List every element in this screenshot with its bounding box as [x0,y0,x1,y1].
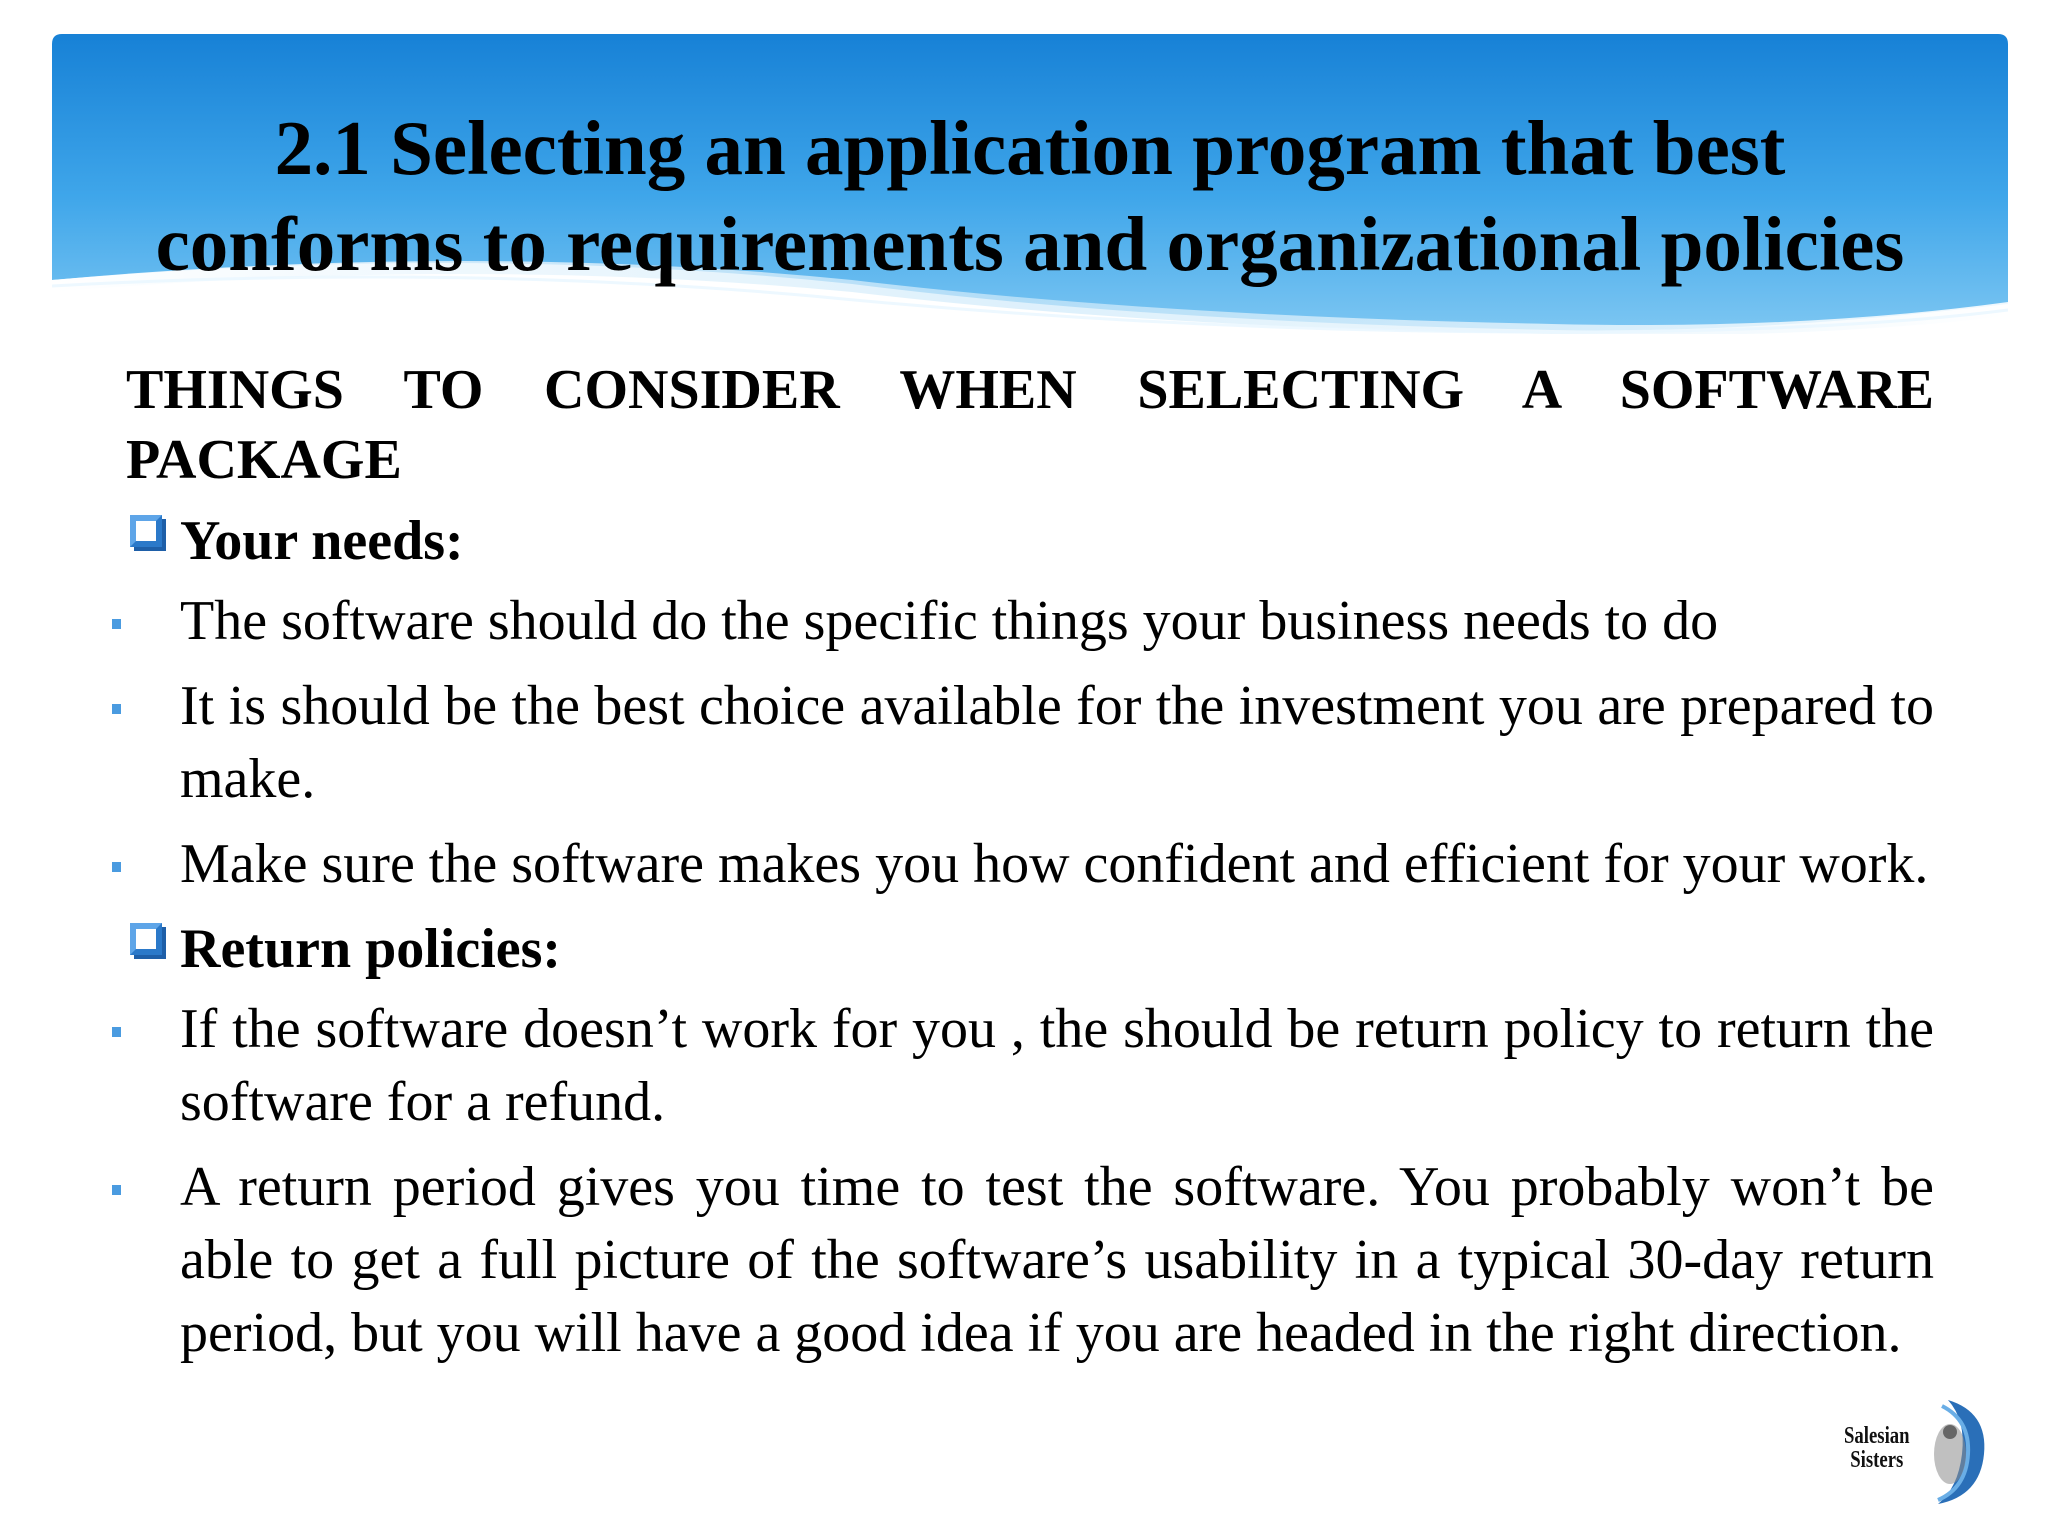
dot-bullet-icon [112,619,121,629]
bullet-item [126,585,1934,658]
bullet-text: It is should be the best choice available for the investment you are prepared to make. [180,675,1934,810]
slide-title-line-1: 2.1 Selecting an application program that best [274,105,1786,191]
bullet-text: The software should do the specific things your business needs to do [180,590,1719,652]
checkbox-bullet-icon [130,923,162,955]
bullet-text: A return period gives you time to test the software. You probably won’t be able to get a full picture of the software’s usability in a typical 30-day return period, but you will have a good idea if you are headed in the right direction. [180,1156,1934,1364]
checkbox-bullet-icon [130,515,162,547]
section-heading: THINGS TO CONSIDER WHEN SELECTING A SOFTWARE PACKAGE [126,359,1934,491]
section-label: Return policies: [180,918,562,980]
bullet-item [126,1151,1934,1370]
section-label: Your needs: [180,510,464,572]
bullet-text: Make sure the software makes you how confident and efficient for your work. [180,833,1929,895]
logo-text [1844,1424,1910,1472]
dot-bullet-icon [112,1185,121,1195]
bullet-item [126,828,1934,901]
bullet-item [126,993,1934,1139]
slide-title [52,100,2008,292]
section-your-needs [126,505,1934,577]
section-return-policies [126,913,1934,985]
dot-bullet-icon [112,1027,121,1037]
dot-bullet-icon [112,704,121,714]
dot-bullet-icon [112,862,121,872]
bullet-text: If the software doesn’t work for you , the should be return policy to return the software for a refund. [180,998,1934,1133]
logo-line-1: Salesian [1844,1423,1910,1449]
bullet-item [126,670,1934,816]
slide-title-line-2: conforms to requirements and organizational policies [155,201,1905,287]
slide-content [126,355,1934,1382]
logo-line-2: Sisters [1850,1447,1904,1473]
